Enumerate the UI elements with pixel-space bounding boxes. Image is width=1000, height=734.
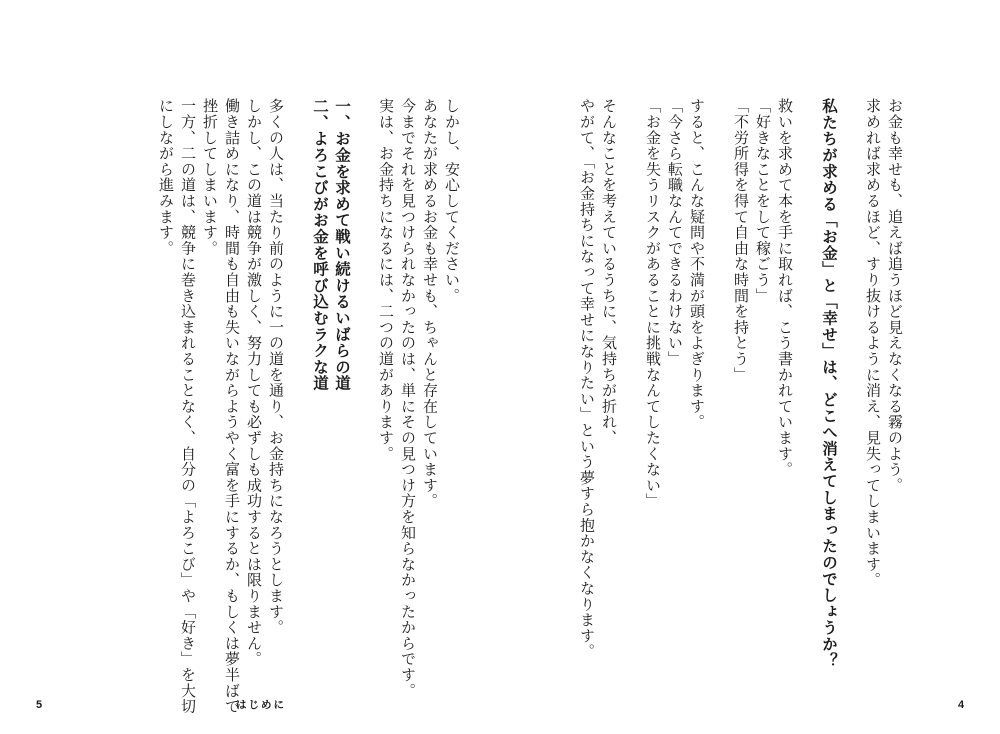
body-line: 「不労所得を得て自由な時間を持とう」 — [732, 98, 750, 383]
page-number-right: 4 — [958, 699, 965, 711]
body-line: 一方、二の道は、競争に巻き込まれることなく、自分の「よろこび」や「好き」を大切 — [179, 98, 197, 715]
page-number-left: 5 — [36, 699, 43, 711]
body-line: そんなことを考えているうちに、気持ちが折れ、 — [600, 98, 618, 446]
body-line: 「好きなことをして稼ごう」 — [754, 98, 772, 304]
body-line: 「お金を失うリスクがあることに挑戦なんてしたくない」 — [644, 98, 662, 509]
heading-line: 私たちが求める「お金」と「幸せ」は、どこへ消えてしまったのでしょうか？ — [820, 98, 838, 669]
body-line: すると、こんな疑問や不満が頭をよぎります。 — [688, 98, 706, 430]
body-line: 救いを求めて本を手に取れば、こう書かれています。 — [776, 98, 794, 478]
body-line: にしながら進みます。 — [157, 98, 175, 256]
body-line: あなたが求めるお金も幸せも、ちゃんと存在しています。 — [421, 98, 439, 509]
heading-line: 一、お金を求めて戦い続けるいばらの道 — [333, 98, 351, 392]
heading-line: 二、よろこびがお金を呼び込むラクな道 — [311, 98, 329, 392]
body-line: 「今さら転職なんてできるわけない」 — [666, 98, 684, 367]
body-line: 挫折してしまいます。 — [201, 98, 219, 256]
body-line: 多くの人は、当たり前のように一の道を通り、お金持ちになろうとします。 — [267, 98, 285, 636]
body-line: 今までそれを見つけられなかったのは、単にその見つけ方を知らなかったからです。 — [399, 98, 417, 699]
body-line: 働き詰めになり、時間も自由も失いながらようやく富を手にするか、もしくは夢半ばで — [223, 98, 241, 715]
body-line: しかし、安心してください。 — [443, 98, 461, 304]
body-line: お金も幸せも、追えば追うほど見えなくなる霧のよう。 — [886, 98, 904, 493]
running-head: はじめに — [236, 699, 286, 711]
body-line: やがて、「お金持ちになって幸せになりたい」という夢すら抱かなくなります。 — [578, 98, 596, 660]
body-line: 実は、お金持ちになるには、二つの道があります。 — [377, 98, 395, 462]
body-line: 求めれば求めるほど、すり抜けるように消え、見失ってしまいます。 — [864, 98, 882, 588]
body-line: しかし、この道は競争が激しく、努力しても必ずしも成功するとは限りません。 — [245, 98, 263, 667]
